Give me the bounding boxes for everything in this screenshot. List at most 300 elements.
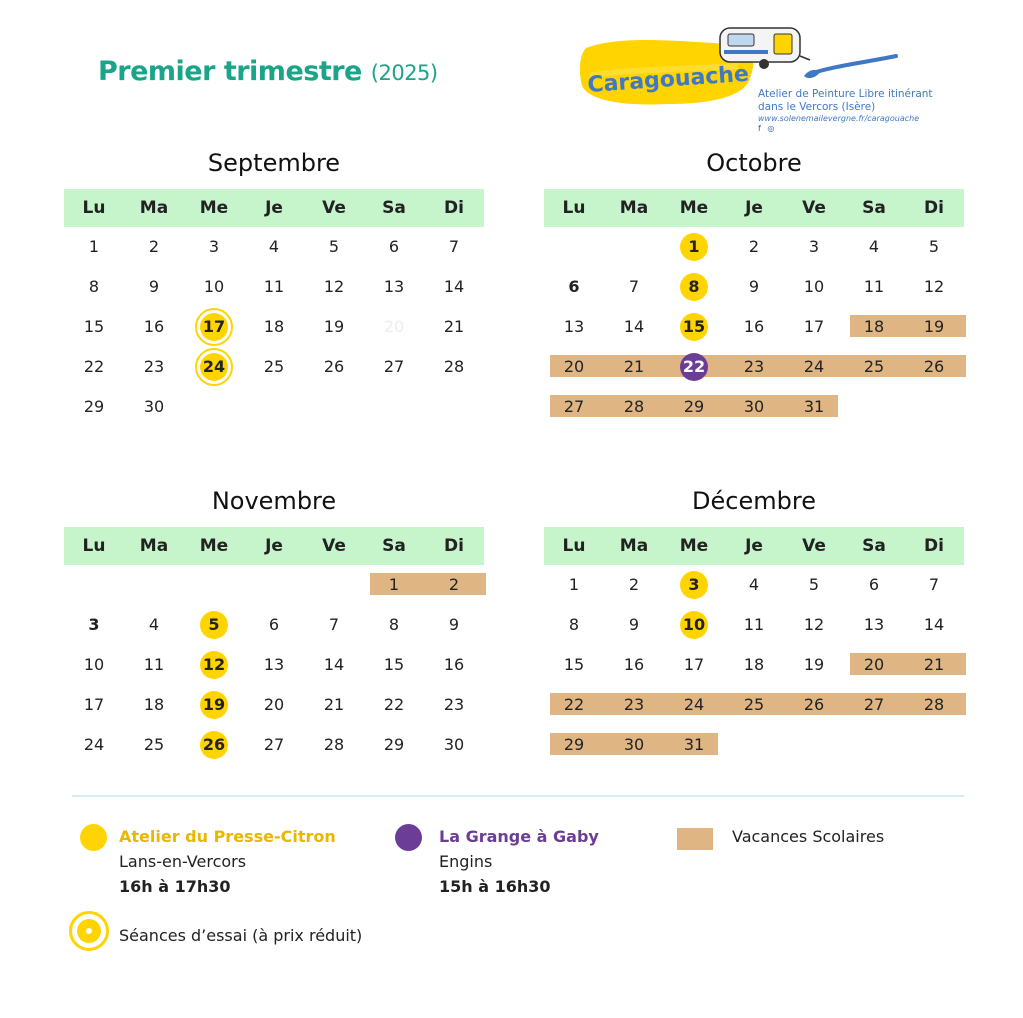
month-calendar [544,483,964,765]
day-number: 16 [743,317,765,336]
weekday-label: Lu [82,198,106,218]
day-cell [424,645,484,685]
day-number: 20 [563,357,585,376]
day-number: 10 [83,655,105,674]
day-cell [64,307,124,347]
day-cell [664,685,724,725]
day-cell [184,267,244,307]
day-cell [604,347,664,387]
day-cell [64,227,124,267]
day-cell [904,347,964,387]
day-number: 9 [628,615,640,634]
weekday-label: Di [924,536,944,556]
day-cell [544,565,604,605]
day-cell [784,227,844,267]
day-number: 15 [563,655,585,674]
day-cell [364,347,424,387]
legend-presse-time: 16h à 17h30 [119,877,231,896]
day-number: 15 [83,317,105,336]
weekday-label: Di [444,198,464,218]
day-cell [544,725,604,765]
day-cell [424,605,484,645]
day-number: 24 [803,357,825,376]
day-cell [364,267,424,307]
day-cell [124,387,184,427]
weekday-label: Me [679,198,709,218]
day-cell [604,725,664,765]
day-cell [184,605,244,645]
trial-ring-icon [69,911,109,951]
day-number: 8 [688,277,700,296]
day-cell [304,347,364,387]
day-cell [664,267,724,307]
day-number: 4 [268,237,280,256]
month-title: Décembre [692,487,816,515]
day-cell [604,685,664,725]
day-number: 17 [202,317,226,336]
title-year: (2025) [370,61,438,85]
day-number: 22 [83,357,105,376]
day-number: 6 [568,277,580,296]
weekday-header [64,189,484,227]
title-text: Premier trimestre [98,56,362,87]
day-cell [904,267,964,307]
week-row [64,347,484,387]
day-cell [304,227,364,267]
week-row [64,267,484,307]
weekday-label: Me [679,536,709,556]
weekday-label: Lu [562,536,586,556]
day-number: 7 [448,237,460,256]
day-number: 17 [803,317,825,336]
week-row [64,725,484,765]
weekday-label: Sa [382,198,406,218]
day-number: 26 [202,735,226,754]
day-number: 28 [323,735,345,754]
day-cell [64,267,124,307]
separator [72,795,964,797]
day-number: 27 [563,397,585,416]
day-cell [604,565,664,605]
weekday-label: Sa [382,536,406,556]
day-number: 30 [743,397,765,416]
day-number: 25 [743,695,765,714]
weekday-label: Ve [322,198,346,218]
day-number: 20 [263,695,285,714]
day-cell [664,227,724,267]
day-cell [604,307,664,347]
day-cell [544,605,604,645]
weekday-label: Di [444,536,464,556]
day-number: 25 [263,357,285,376]
day-cell [724,347,784,387]
day-cell [784,645,844,685]
page-title [98,56,438,87]
day-number: 13 [263,655,285,674]
legend-presse-citron [119,827,336,896]
day-cell [244,267,304,307]
logo-tagline [758,88,933,114]
day-number: 8 [388,615,400,634]
day-cell [124,725,184,765]
day-number: 21 [923,655,945,674]
day-number: 28 [923,695,945,714]
week-row [64,645,484,685]
day-cell [364,725,424,765]
day-number: 17 [683,655,705,674]
day-cell [724,227,784,267]
day-number: 15 [383,655,405,674]
legend-vacances [732,827,884,846]
day-cell [424,685,484,725]
day-cell [184,725,244,765]
day-cell [544,387,604,427]
legend-vacances-label: Vacances Scolaires [732,827,885,846]
day-number: 29 [563,735,585,754]
day-cell [64,387,124,427]
day-number: 23 [743,357,765,376]
day-cell [244,605,304,645]
day-cell [424,307,484,347]
purple-dot-icon [395,824,422,851]
day-cell [424,725,484,765]
day-cell [64,645,124,685]
day-cell [664,387,724,427]
day-number: 6 [388,237,400,256]
day-number: 23 [443,695,465,714]
day-number: 27 [863,695,885,714]
day-cell [844,605,904,645]
day-cell [244,725,304,765]
day-number: 25 [863,357,885,376]
day-cell [64,685,124,725]
day-number: 19 [803,655,825,674]
day-cell [124,645,184,685]
logo-url[interactable]: www.solenemailevergne.fr/caragouache [758,114,920,123]
day-cell [124,227,184,267]
day-cell [364,227,424,267]
week-row [64,227,484,267]
day-cell [304,685,364,725]
weekday-label: Ma [139,536,169,556]
day-cell [724,645,784,685]
day-number: 4 [148,615,160,634]
day-cell [64,725,124,765]
weekday-label: Ma [619,536,649,556]
day-cell [544,307,604,347]
week-row [544,685,964,725]
day-cell [904,605,964,645]
day-number: 6 [268,615,280,634]
day-cell [184,307,244,347]
day-cell [424,227,484,267]
day-cell [184,227,244,267]
day-number: 1 [568,575,580,594]
month-calendar [64,483,484,765]
day-number: 25 [143,735,165,754]
yellow-dot-icon [80,824,107,851]
day-cell [544,645,604,685]
day-number: 8 [88,277,100,296]
day-number: 4 [868,237,880,256]
weekday-label: Lu [562,198,586,218]
day-cell [664,645,724,685]
day-number: 21 [623,357,645,376]
day-cell [124,307,184,347]
day-number: 12 [803,615,825,634]
day-cell [604,267,664,307]
day-number: 23 [623,695,645,714]
day-number: 11 [863,277,885,296]
weekday-label: Ve [802,536,826,556]
day-number: 14 [323,655,345,674]
month-calendar [544,145,964,427]
legend-grange [439,827,599,896]
day-cell [544,685,604,725]
legend-essai [119,926,362,945]
week-row [544,227,964,267]
day-number: 10 [682,615,706,634]
week-row [544,565,964,605]
weekday-label: Je [265,536,283,556]
day-number: 18 [143,695,165,714]
week-row [64,565,484,605]
day-cell [184,685,244,725]
day-cell [244,307,304,347]
day-number: 5 [928,237,940,256]
day-number: 3 [88,615,100,634]
day-cell [544,347,604,387]
day-number: 10 [203,277,225,296]
day-number: 27 [383,357,405,376]
day-number: 5 [208,615,220,634]
day-number: 30 [143,397,165,416]
weekday-label: Me [199,536,229,556]
weekday-label: Ve [322,536,346,556]
day-number: 24 [83,735,105,754]
day-number: 31 [803,397,825,416]
weekday-label: Lu [82,536,106,556]
day-number: 1 [88,237,100,256]
day-cell [784,387,844,427]
day-cell [424,347,484,387]
day-cell [364,565,424,605]
legend-grange-place: Engins [439,852,493,871]
day-cell [904,565,964,605]
day-number: 20 [863,655,885,674]
day-cell [784,267,844,307]
weekday-label: Di [924,198,944,218]
day-cell [784,685,844,725]
day-number: 7 [928,575,940,594]
day-number: 24 [202,357,226,376]
day-number: 6 [868,575,880,594]
weekday-label: Sa [862,198,886,218]
day-number: 11 [143,655,165,674]
day-number: 2 [148,237,160,256]
day-cell [364,645,424,685]
weekday-label: Je [745,536,763,556]
day-number: 29 [683,397,705,416]
day-cell [244,227,304,267]
weekday-label: Ve [802,198,826,218]
week-row [544,725,964,765]
day-cell [664,347,724,387]
week-row [64,685,484,725]
day-cell [784,565,844,605]
day-number: 31 [683,735,705,754]
day-cell [844,645,904,685]
day-cell [244,645,304,685]
day-number: 29 [383,735,405,754]
day-number: 24 [683,695,705,714]
day-number: 21 [443,317,465,336]
week-row [544,645,964,685]
day-cell [364,685,424,725]
weekday-header [64,527,484,565]
day-number: 17 [83,695,105,714]
day-number: 12 [923,277,945,296]
day-cell [64,605,124,645]
day-number: 11 [743,615,765,634]
weekday-label: Je [265,198,283,218]
vacation-swatch-icon [677,828,713,850]
day-number: 28 [443,357,465,376]
day-number: 1 [388,575,400,594]
day-number: 23 [143,357,165,376]
day-cell [844,267,904,307]
paintbrush-icon [804,56,896,78]
day-cell [364,307,424,347]
weekday-label: Me [199,198,229,218]
day-number: 19 [323,317,345,336]
day-number: 2 [748,237,760,256]
day-cell [184,645,244,685]
week-row [544,347,964,387]
day-cell [784,347,844,387]
day-cell [844,347,904,387]
day-cell [724,685,784,725]
week-row [64,605,484,645]
day-cell [124,685,184,725]
logo-line-2: dans le Vercors (Isère) [758,101,876,113]
day-number: 3 [208,237,220,256]
day-number: 18 [743,655,765,674]
day-cell [844,685,904,725]
month-calendar [64,145,484,427]
day-number: 22 [563,695,585,714]
day-cell [844,565,904,605]
day-number: 18 [263,317,285,336]
day-number: 9 [448,615,460,634]
week-row [544,307,964,347]
weekday-header [544,527,964,565]
month-title: Novembre [211,487,337,515]
day-number: 3 [688,575,700,594]
legend-grange-name: La Grange à Gaby [439,827,599,846]
day-number: 7 [328,615,340,634]
day-number: 12 [323,277,345,296]
day-number: 20 [383,317,405,336]
day-number: 11 [263,277,285,296]
weekday-header [544,189,964,227]
day-cell [664,565,724,605]
day-number: 28 [623,397,645,416]
day-cell [784,307,844,347]
day-number: 16 [143,317,165,336]
day-cell [304,725,364,765]
week-row [544,387,964,427]
day-number: 8 [568,615,580,634]
day-cell [544,267,604,307]
weekday-label: Sa [862,536,886,556]
day-number: 15 [682,317,706,336]
day-number: 12 [202,655,226,674]
week-row [64,307,484,347]
day-cell [664,307,724,347]
legend-presse-name: Atelier du Presse-Citron [119,827,336,846]
weekday-label: Ma [619,198,649,218]
legend-essai-label: Séances d’essai (à prix réduit) [119,926,363,945]
day-cell [664,605,724,645]
week-row [64,387,484,427]
month-title: Septembre [207,149,341,177]
day-cell [304,267,364,307]
day-number: 19 [202,695,226,714]
day-number: 3 [808,237,820,256]
day-number: 27 [263,735,285,754]
weekday-label: Ma [139,198,169,218]
day-cell [904,645,964,685]
day-cell [304,307,364,347]
day-cell [724,387,784,427]
day-cell [724,307,784,347]
day-cell [904,307,964,347]
day-cell [904,227,964,267]
legend-presse-place: Lans-en-Vercors [119,852,247,871]
social-icons[interactable]: f ◎ [758,124,777,133]
day-cell [604,605,664,645]
day-number: 5 [808,575,820,594]
day-number: 2 [448,575,460,594]
day-number: 22 [682,357,706,376]
legend-grange-time: 15h à 16h30 [439,877,551,896]
day-number: 30 [443,735,465,754]
week-row [544,267,964,307]
day-cell [844,227,904,267]
day-number: 19 [923,317,945,336]
day-number: 2 [628,575,640,594]
day-number: 9 [748,277,760,296]
day-number: 9 [148,277,160,296]
day-cell [304,605,364,645]
day-cell [124,267,184,307]
day-number: 13 [563,317,585,336]
day-number: 7 [628,277,640,296]
day-cell [604,387,664,427]
day-number: 14 [623,317,645,336]
day-number: 16 [443,655,465,674]
day-cell [124,347,184,387]
day-number: 26 [923,357,945,376]
day-number: 13 [383,277,405,296]
day-number: 22 [383,695,405,714]
day-number: 26 [803,695,825,714]
day-cell [844,307,904,347]
day-cell [124,605,184,645]
day-cell [724,267,784,307]
day-cell [664,725,724,765]
